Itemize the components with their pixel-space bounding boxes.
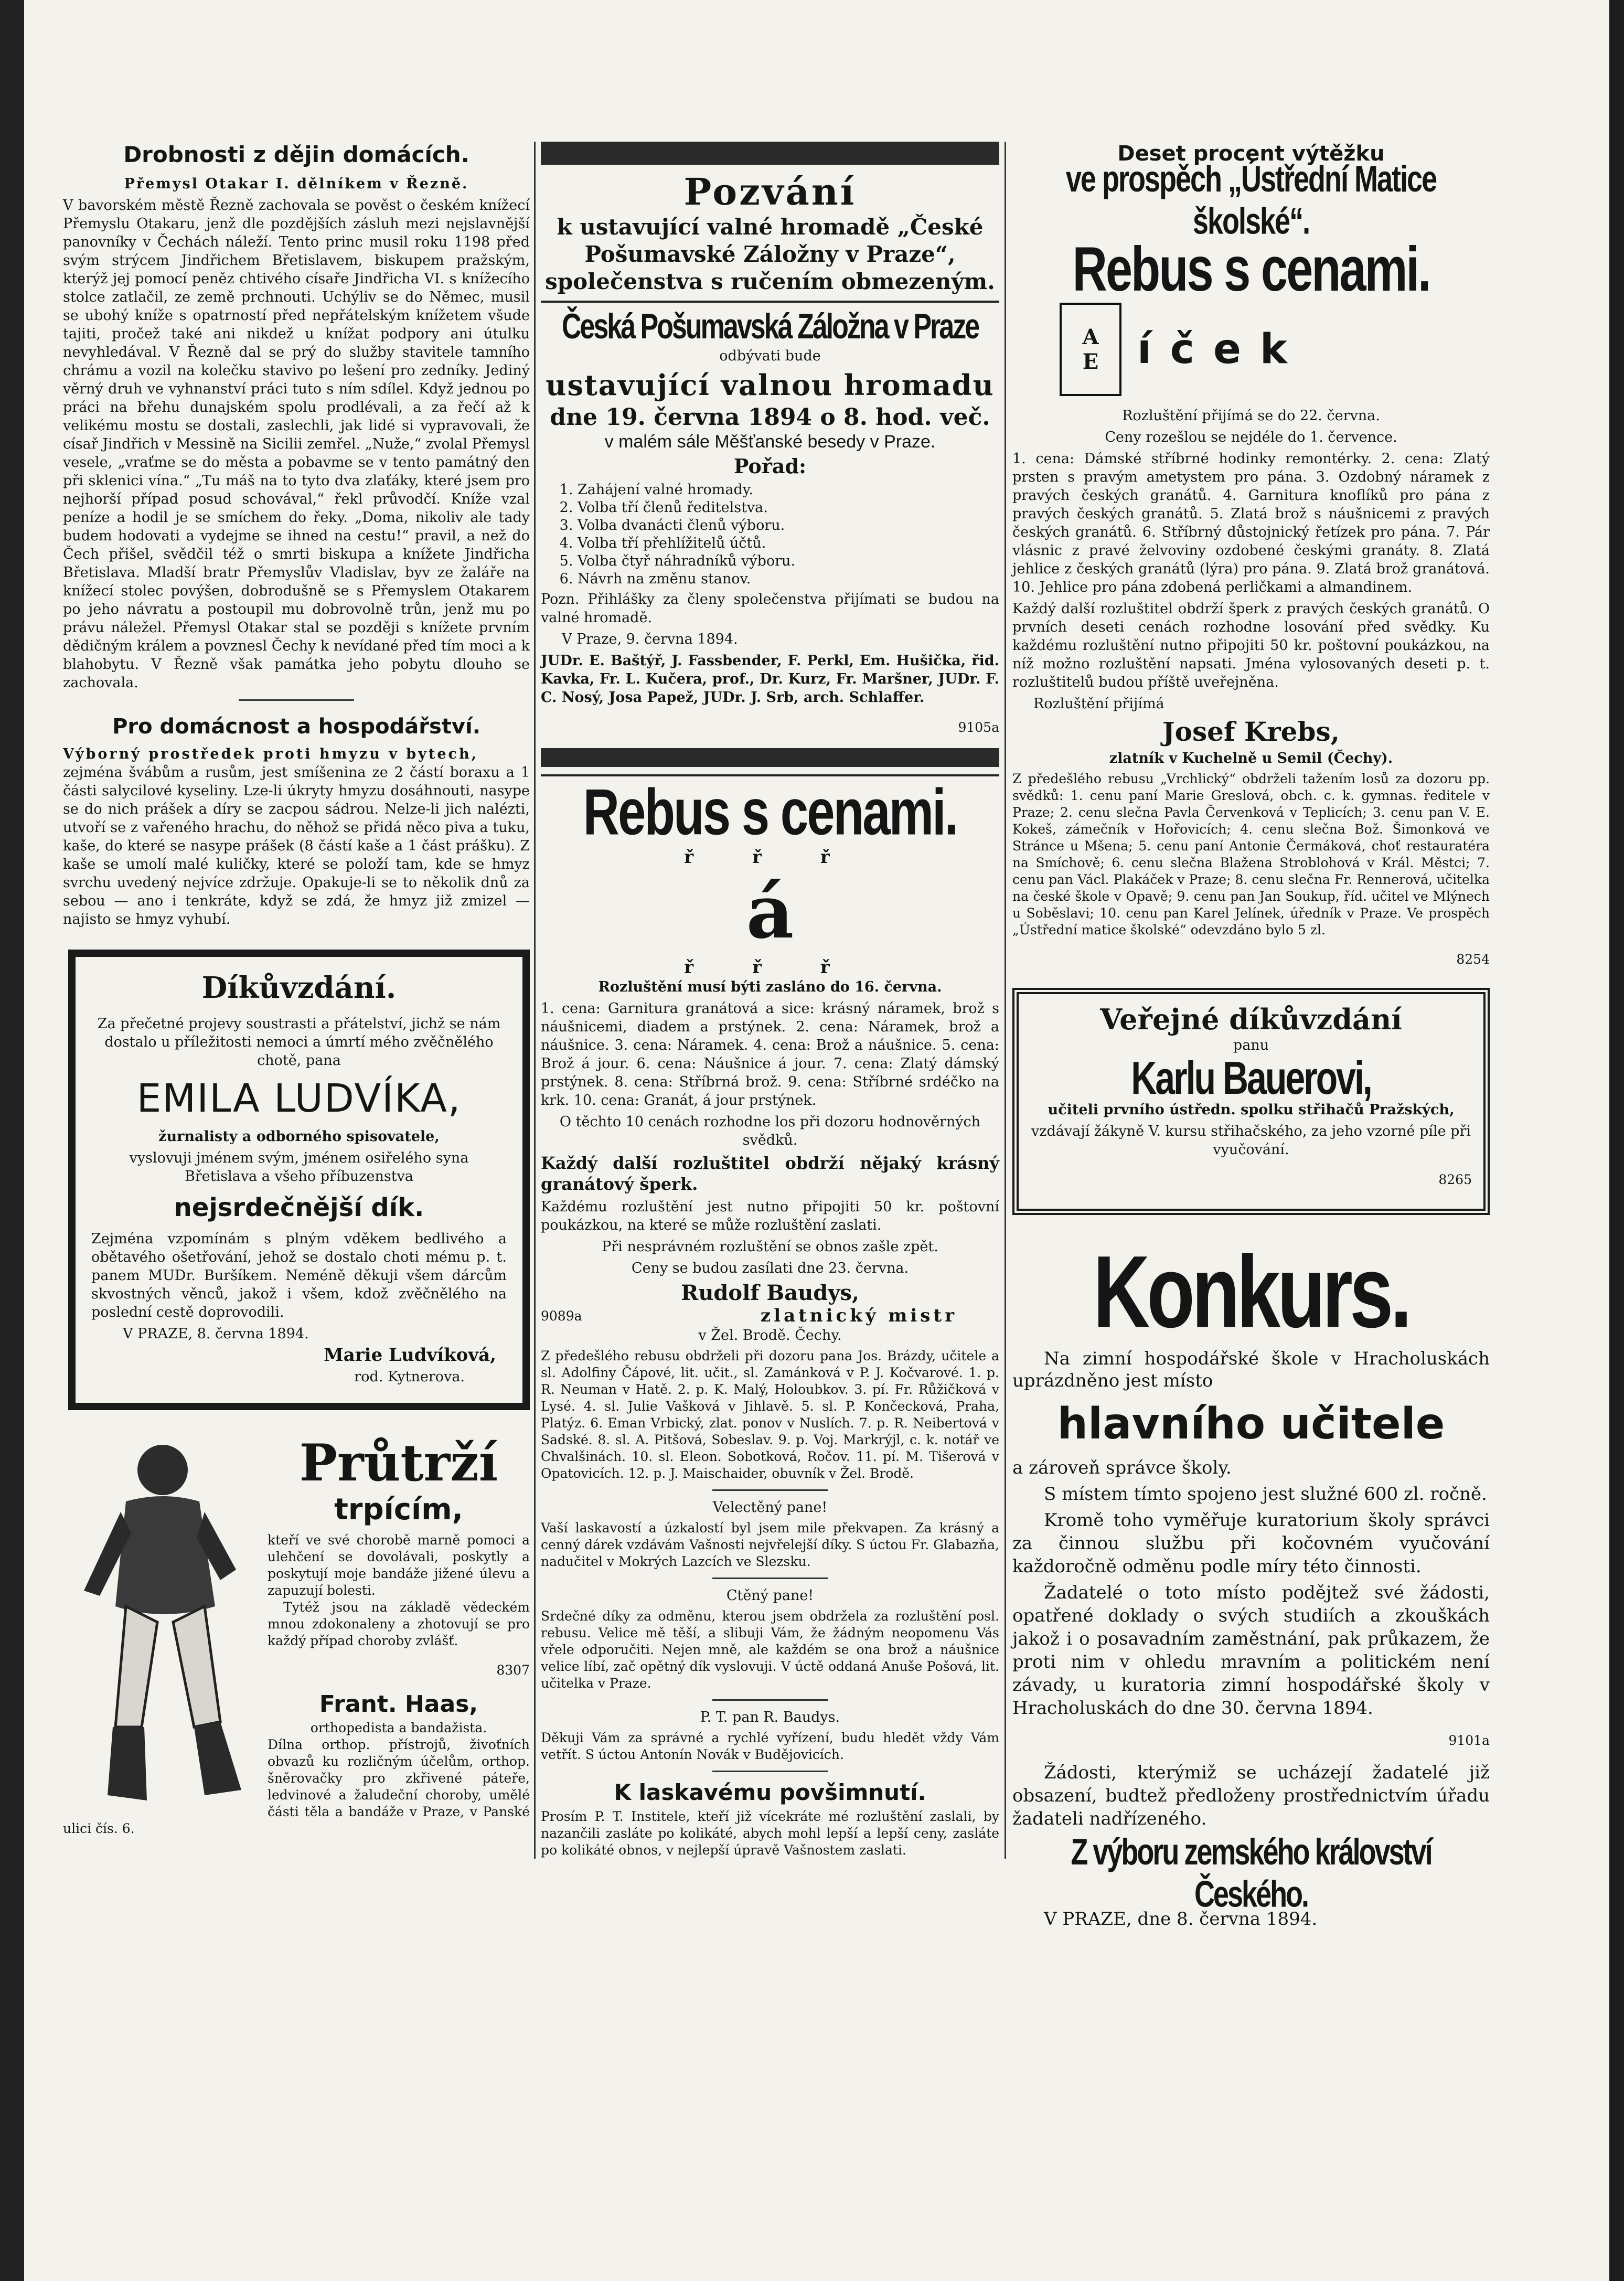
pozvani-sub: k ustavující valné hromadě „České Pošumavské Záložny v Praze“, společenstva s ručením obmezeným. bbox=[545, 214, 995, 294]
dikuvzdani-role: žurnalisty a odborného spisovatele, bbox=[158, 1128, 440, 1145]
verejne-ad bbox=[1012, 988, 1490, 1215]
rebus2-letter-box bbox=[1060, 303, 1121, 396]
column-middle bbox=[534, 142, 1006, 1859]
prutrzi-num: 8307 bbox=[496, 1662, 530, 1678]
dikuvzdani-date: V PRAZE, 8. června 1894. bbox=[123, 1326, 309, 1342]
program-item: 5. Volba čtyř náhradníků výboru. bbox=[578, 552, 999, 570]
rebus2-box-letter: E bbox=[1082, 349, 1099, 374]
divider bbox=[712, 1577, 828, 1579]
konkurs-num: 9101a bbox=[1448, 1733, 1490, 1748]
program-item: 3. Volba dvanácti členů výboru. bbox=[578, 517, 999, 535]
rebus-role: zlatnický mistr bbox=[760, 1305, 957, 1326]
dikuvzdani-name: EMILA LUDVÍKA, bbox=[136, 1076, 462, 1121]
dikuvzdani-sign2: rod. Kytnerova. bbox=[354, 1369, 465, 1385]
rebus-deadline: Rozluštění musí býti zasláno do 16. června. bbox=[598, 979, 942, 995]
column-left bbox=[63, 142, 530, 1837]
program-item: 1. Zahájení valné hromady. bbox=[578, 481, 999, 499]
rebus2-winners: Z předešlého rebusu „Vrchlický“ obdrželi tažením losů za dozoru pp. svědků: 1. cenu paní Marie Greslová, obch. c. k. gymnas. ředitele v Praze; 2. cenu slečna Pavla Červenková v Teplicích; 3. cenu pan V. E. Kokeš, zámečník v Hořovicích; 4. cenu slečna Bož. Šimonková ve Stránce u Mšena; 5. cenu paní Antonie Čermáková, choť restauratéra na Smíchově; 6. cenu slečna Blažena Stroblohová v Král. Městci; 7. cenu pan Václ. Plakáček v Praze; 8. cenu slečna Fr. Rennerová, učitelka na české škole v Opavě; 9. cenu pan Jan Soukup, říd. učitel ve Mlýnech u Soběslavi; 10. cenu pan Karel Jelínek, úředník v Praze. Ve prospěch „Ústřední matice školské“ odevzdáno bylo 5 zl. bbox=[1012, 771, 1490, 937]
rebus2-word: íček bbox=[1137, 326, 1306, 373]
verejne-role: učiteli prvního ústředn. spolku střihačů Pražských, bbox=[1048, 1102, 1455, 1118]
konkurs-salary: S místem tímto spojeno jest služné 600 zl. ročně. bbox=[1044, 1484, 1487, 1505]
scan-border-left bbox=[0, 0, 24, 2281]
rebus2-title: Rebus s cenami. bbox=[1072, 235, 1430, 305]
column-right bbox=[1012, 142, 1490, 1932]
prutrzi-text: kteří ve své chorobě marně pomoci a ulehčení se dovolávali, poskytly a poskytují moje bandáže jižené úlevu a zapuzují bolesti. bbox=[268, 1532, 530, 1598]
pozvani-where: v malém sále Měšťanské besedy v Praze. bbox=[604, 432, 936, 452]
ornament-banner bbox=[541, 748, 999, 767]
letter1-text: Vaší laskavostí a úzkalostí byl jsem mile překvapen. Za krásný a cenný dárek vzdávám Vašnosti nejvřelejší díky. S úctou Fr. Glabazňa, nadučitel v Mokrých Lazcích ve Slezsku. bbox=[541, 1520, 999, 1569]
konkurs-title: Konkurs. bbox=[1093, 1234, 1409, 1349]
rebus-title: Rebus s cenami. bbox=[583, 775, 957, 849]
rebus2-pre: Deset procent výtěžku bbox=[1117, 142, 1385, 166]
pozvani-program-list bbox=[578, 481, 999, 588]
divider bbox=[712, 1699, 828, 1701]
divider bbox=[712, 1489, 828, 1491]
prutrzi-ad bbox=[63, 1433, 530, 1837]
rebus-fee: Každému rozluštění jest nutno připojiti 50 kr. poštovní poukázkou, na které se může rozluštění zaslati. bbox=[541, 1199, 999, 1233]
pozvani-num: 9105a bbox=[958, 720, 999, 735]
pozvani-note: Pozn. Přihlášky za členy společenstva přijímati se budou na valné hromadě. bbox=[541, 591, 999, 626]
pozvani-holds: odbývati bude bbox=[719, 348, 821, 364]
boy-illustration bbox=[63, 1433, 257, 1811]
rebus-wrong: Při nesprávném rozluštění se obnos zašle zpět. bbox=[602, 1239, 938, 1255]
program-item: 2. Volba tří členů ředitelstva. bbox=[578, 499, 999, 517]
konkurs-also: a zároveň správce školy. bbox=[1012, 1457, 1232, 1478]
notice-title: K laskavému povšimnutí. bbox=[614, 1779, 926, 1805]
ornament-banner bbox=[541, 142, 999, 165]
prutrzi-text3: Dílna orthop. přístrojů, živoťních obvazů ku rozličným účelům, orthop. šněrovačky pro zkřivené páteře, ledvinové a žaludeční choroby, umělé části těla a bandáže v Praze, v Panské ulici čís. 6. bbox=[63, 1737, 530, 1836]
drobnosti-title: Drobnosti z dějin domácích. bbox=[123, 142, 469, 167]
verejne-text: vzdávají žákyně V. kursu střihačského, za jeho vzorné píle při vyučování. bbox=[1031, 1123, 1471, 1158]
divider bbox=[239, 699, 354, 701]
domacnost-title: Pro domácnost a hospodářství. bbox=[112, 715, 480, 739]
verejne-title: Veřejné díkůvzdání bbox=[1100, 1003, 1402, 1036]
dikuvzdani-text3: Zejména vzpomínám s plným vděkem bedlivého a obětavého ošetřování, jehož se dostalo choti mému p. t. panem MUDr. Buršíkem. Neméně děkuji všem dárcům skvostných věnců, jakož i všem, kdož zvěčnělého na poslední cestě doprovodili. bbox=[91, 1231, 507, 1320]
divider bbox=[712, 1771, 828, 1772]
verejne-name: Karlu Bauerovi, bbox=[1131, 1052, 1371, 1104]
pozvani-date: V Praze, 9. června 1894. bbox=[562, 631, 738, 647]
dikuvzdani-ad bbox=[68, 950, 530, 1410]
rebus-prizes: 1. cena: Garnitura granátová a sice: krásný náramek, brož s náušnicemi, diadem a prstýnek. 2. cena: Náramek, brož a náušnice. 3. cena: Náramek. 4. cena: Brož a náušnice. 5. cena: Brož á jour. 6. cena: Náušnice á jour. 7. cena: Zlatý dámský prstýnek. 8. cena: Stříbrná brož. 9. cena: Stříbrné srdéčko na krk. 10. cena: Granát, á jour prstýnek. bbox=[541, 1000, 999, 1108]
rebus-dots-top: ř ř ř bbox=[684, 847, 856, 868]
rebus2-pre2: ve prospěch „Ústřední Matice školské“. bbox=[1065, 158, 1437, 242]
letter2-head: Ctěný pane! bbox=[726, 1587, 814, 1604]
prutrzi-subtitle: trpícím, bbox=[334, 1493, 463, 1527]
konkurs-from: Z výboru zemského království Českého. bbox=[1071, 1831, 1431, 1915]
pozvani-org: Česká Pošumavská Záložna v Praze bbox=[561, 307, 979, 347]
letter3-head: P. T. pan R. Baudys. bbox=[700, 1709, 840, 1725]
pozvani-names: JUDr. E. Baštýř, J. Fassbender, F. Perkl, Em. Hušička, řid. Kavka, Fr. L. Kučera, prof., Dr. Kurz, Fr. Maršner, JUDr. F. C. Nosý, Josa Papež, JUDr. J. Srb, arch. Schlaffer. bbox=[541, 653, 999, 706]
rebus-extra: Každý další rozluštitel obdrží nějaký krásný granátový šperk. bbox=[541, 1153, 999, 1194]
dikuvzdani-intro: Za přečetné projevy soustrasti a přátelství, jichž se nám dostalo u příležitosti nemoci a úmrtí mého zvěčnělého chotě, pana bbox=[97, 1016, 501, 1069]
rebus-letter: á bbox=[746, 869, 794, 955]
rebus2-name: Josef Krebs, bbox=[1162, 716, 1340, 747]
rebus2-puzzle bbox=[1060, 303, 1490, 396]
scan-border-right bbox=[1609, 0, 1624, 2281]
drobnosti-text: V bavorském městě Řezně zachovala se pověst o českém knížecí Přemyslu Otakaru, jenž dle pozdějších zásluh mezi nejslavnější panovníky v Čechách náleží. Tento princ musil roku 1198 před svým strýcem Jindřichem Břetislavem, biskupem pražským, kterýž jej pomocí peněz chtivého císaře Jindřicha VI. s knížecího stolce zatlačil, ze země prchnouti. Uchýliv se do Němec, musil se ubohý kníže s opatrností před nepřátelským knížetem všude tajiti, pročež také ani nikdež u knížat podpory ani útulku nevyhledával. V Řezně dal se prý do služby stavitele tamního chrámu a vozil na kolečku stavivo po lešení pro zedníky. Jediný věrný druh ve vyhnanství práci tuto s ním sdílel. Když jednou po práci na břehu dunajském spolu prodlévali, a za řečí až k velikému mostu se dostali, zaslechli, jak lidé si vypravovali, že císař Jindřich v Messině na Sicilii zemřel. „Nuže,“ zvolal Přemysl vesele, „vraťme se do města a pobavme se v tento památný den při sklenici vína.“ „Tu máš na to tyto dva zlaťáky, které jsem pro nejhorší případ posud schovával,“ řekl průvodčí. Kníže vzal peníze a hodil je se smíchem do řeky. „Doma, nikoliv ale tady budem hodovati a vydejme se ihned na cestu!“ pravil, a než do Čech přišel, svědčil též o smrti biskupa a knížete Jindřicha Břetislava. Mladší bratr Přemyslův Vladislav, byv ze žaláře na knížecí stolec povýšen, dobrodušně se s Přemyslem Otakarem po jeho návratu a postoupil mu dobrovolně trůn, jenž mu po právu náležel. Přemysl Otakar stal se později s knížete prvním dědičným králem a povznesl Čechy k nevídané před tím moci a k blahobytu. V Řezně však památka jeho pobytu dlouho se zachovala. bbox=[63, 197, 530, 691]
dikuvzdani-sign: Marie Ludvíková, bbox=[324, 1345, 496, 1366]
letter3-text: Děkuji Vám za správné a rychlé vyřízení, budu hledět vždy Vám vetřít. S úctou Antonín Novák v Budějovicích. bbox=[541, 1730, 999, 1762]
konkurs-apply: Žadatelé o toto místo podějtež své žádosti, opatřené doklady o svých studiích a zkouškách jakož i o posavadním zaměstnání, pak průkazem, že proti nim v ohledu mravním a politickém není závady, u kuratoria zimní hospodářské školy v Hracholuskách do dne 30. června 1894. bbox=[1012, 1582, 1490, 1719]
pozvani-meeting: ustavující valnou hromadu bbox=[546, 368, 995, 402]
verejne-to: panu bbox=[1233, 1037, 1269, 1053]
rebus2-role: zlatník v Kuchelně u Semil (Čechy). bbox=[1109, 750, 1393, 766]
prutrzi-name: Frant. Haas, bbox=[319, 1691, 478, 1718]
rebus2-num: 8254 bbox=[1456, 952, 1490, 967]
prutrzi-role: orthopedista a bandažista. bbox=[310, 1720, 487, 1735]
rebus2-prizes: 1. cena: Dámské stříbrné hodinky remontérky. 2. cena: Zlatý prsten s pravým ametystem pro pána. 3. Ozdobný náramek z pravých českých granátů. 4. Garnitura knoflíků pro pána z pravých českých granátů. 5. Zlatá brož s náušnicemi z pravých českých granátů. 6. Stříbrný důstojnický řetízek pro pána. 7. Pár vlásnic z pravé želvoviny ozdobené českými granáty. 8. Zlatá jehlice z českých granátů (lýra) pro pána. 9. Zlatá brož granátová. 10. Jehlice pro pána zdobená perličkami a almandinem. bbox=[1012, 451, 1490, 595]
rebus2-extra: Každý další rozluštitel obdrží šperk z pravých českých granátů. O prvních deseti cenách rozhodne losování před svědky. Ku každému rozluštění nutno připojiti 50 kr. poštovní poukázkou, na níž možno rozluštění napsati. Jména vylosovaných deseti p. t. rozluštitelů budou příště uveřejněna. bbox=[1012, 601, 1490, 690]
program-item: 4. Volba tří přehlížitelů účtů. bbox=[578, 535, 999, 552]
rebus-dots-bottom: ř ř ř bbox=[684, 957, 856, 978]
rebus-num: 9089a bbox=[541, 1308, 582, 1324]
pozvani-program-title: Pořad: bbox=[733, 454, 807, 478]
rebus2-box-letter: A bbox=[1082, 325, 1099, 349]
program-item: 6. Návrh na změnu stanov. bbox=[578, 570, 999, 588]
prutrzi-title: Průtrží bbox=[299, 1433, 498, 1493]
rebus2-accepts: Rozluštění přijímá bbox=[1033, 696, 1164, 712]
pozvani-when: dne 19. června 1894 o 8. hod. več. bbox=[550, 404, 990, 431]
konkurs-date: V PRAZE, dne 8. června 1894. bbox=[1044, 1909, 1318, 1930]
dikuvzdani-title: Díkůvzdání. bbox=[201, 971, 397, 1005]
rebus-winners: Z předešlého rebusu obdrželi při dozoru pana Jos. Brázdy, učitele a sl. Adolfiny Čápové, lit. učit., sl. Zamánková v P. J. Kočvarové. 1. p. R. Neuman v Hatě. 2. p. K. Malý, Holoubkov. 3. pí. Fr. Růžičková v Lysé. 4. sl. Julie Vašková v Jihlavě. 5. sl. P. Končecková, Praha, Platýz. 6. Eman Vrbický, zlat. ponov v Nuslích. 7. p. R. Neibertová v Sadské. 8. sl. A. Pitšová, Sobeslav. 9. p. Voj. Markrýjl, c. k. notář ve Chvalšinách. 10. sl. Eleon. Sobotková, Ročov. 11. pí. M. Tišerová v Opatovicích. 12. p. J. Maischaider, obuvník v Žel. Brodě. bbox=[541, 1348, 999, 1481]
rebus-place: v Žel. Brodě. Čechy. bbox=[698, 1327, 842, 1344]
konkurs-employed: Žádosti, kterýmiž se ucházejí žadatelé již obsazení, budtež předloženy prostřednictvím úřadu žadateli nadřízeného. bbox=[1012, 1762, 1490, 1829]
divider bbox=[541, 301, 999, 303]
notice-text: Prosím P. T. Institele, kteří již vícekráte mé rozluštění zaslali, by nazančili zasláte po kolikáté, abych mohl lepší a lepší ceny, zasláte po kolikáté obnos, v nejlepší úpravě Vašnostem zaslati. bbox=[541, 1809, 999, 1858]
domacnost-text: zejména švábům a rusům, jest smíšenina ze 2 částí boraxu a 1 části salycilové kyseliny. Lze-li úkryty hmyzu dosáhnouti, nasype se do nich prášek a díry se zacpou sádrou. Nelze-li jich nalézti, utvoří se z vařeného hrachu, do něhož se přidá něco piva a tuku, kaše, do které se nasype prášek (8 částí kaše a 1 část prášku). Z kaše se umolí malé kuličky, které se položí tam, kde se hmyz svrchu uvedený nejvíce zdržuje. Opakuje-li se to několik dnů za sebou — ano i tenkráte, když se zdá, že hmyz již zmizel — najisto se hmyz vyhubí. bbox=[63, 764, 530, 928]
konkurs-extra: Kromě toho vyměřuje kuratorium školy správci za činnou službu při kočovném vyučování každoročně odměnu podle míry této činnosti. bbox=[1012, 1510, 1490, 1577]
verejne-num: 8265 bbox=[1438, 1172, 1472, 1187]
rebus-name: Rudolf Baudys, bbox=[681, 1281, 859, 1305]
prutrzi-text2: Tytéž jsou na základě vědeckém mnou zdokonaleny a zhotovují se pro každý případ choroby zvlášť. bbox=[268, 1600, 530, 1648]
domacnost-lead: Výborný prostředek proti hmyzu v bytech, bbox=[63, 746, 478, 762]
dikuvzdani-text2: vyslovuji jménem svým, jménem osiřelého syna Břetislava a všeho příbuzenstva bbox=[129, 1150, 469, 1185]
rebus2-deadline: Rozluštění přijímá se do 22. června. bbox=[1122, 408, 1380, 424]
rebus-mail: Ceny se budou zasílati dne 23. června. bbox=[631, 1260, 909, 1276]
konkurs-position: hlavního učitele bbox=[1057, 1399, 1445, 1449]
letter1-head: Velectěný pane! bbox=[712, 1499, 828, 1516]
pozvani-title: Pozvání bbox=[683, 170, 857, 214]
drobnosti-lead: Přemysl Otakar I. dělníkem v Řezně. bbox=[124, 176, 469, 192]
konkurs-intro: Na zimní hospodářské škole v Hracholuskách uprázdněno jest místo bbox=[1012, 1348, 1490, 1391]
rebus-draw: O těchto 10 cenách rozhodne los při dozoru hodnověrných svědků. bbox=[559, 1114, 981, 1148]
rebus-role-row bbox=[541, 1305, 999, 1326]
letter2-text: Srdečné díky za odměnu, kterou jsem obdržela za rozluštění posl. rebusu. Velice mě těší, a slibuji Vám, že žádným neopomenu Vás vřele odporučiti. Nejen mně, ale každém se ona brož a náušnice velice líbí, zač opětný dík vyslovuji. V úctě oddaná Anuše Pošová, lit. učitelka v Praze. bbox=[541, 1608, 999, 1691]
dikuvzdani-thanks: nejsrdečnější dík. bbox=[174, 1193, 424, 1222]
rebus2-draw: Ceny rozešlou se nejdéle do 1. července. bbox=[1105, 429, 1397, 445]
